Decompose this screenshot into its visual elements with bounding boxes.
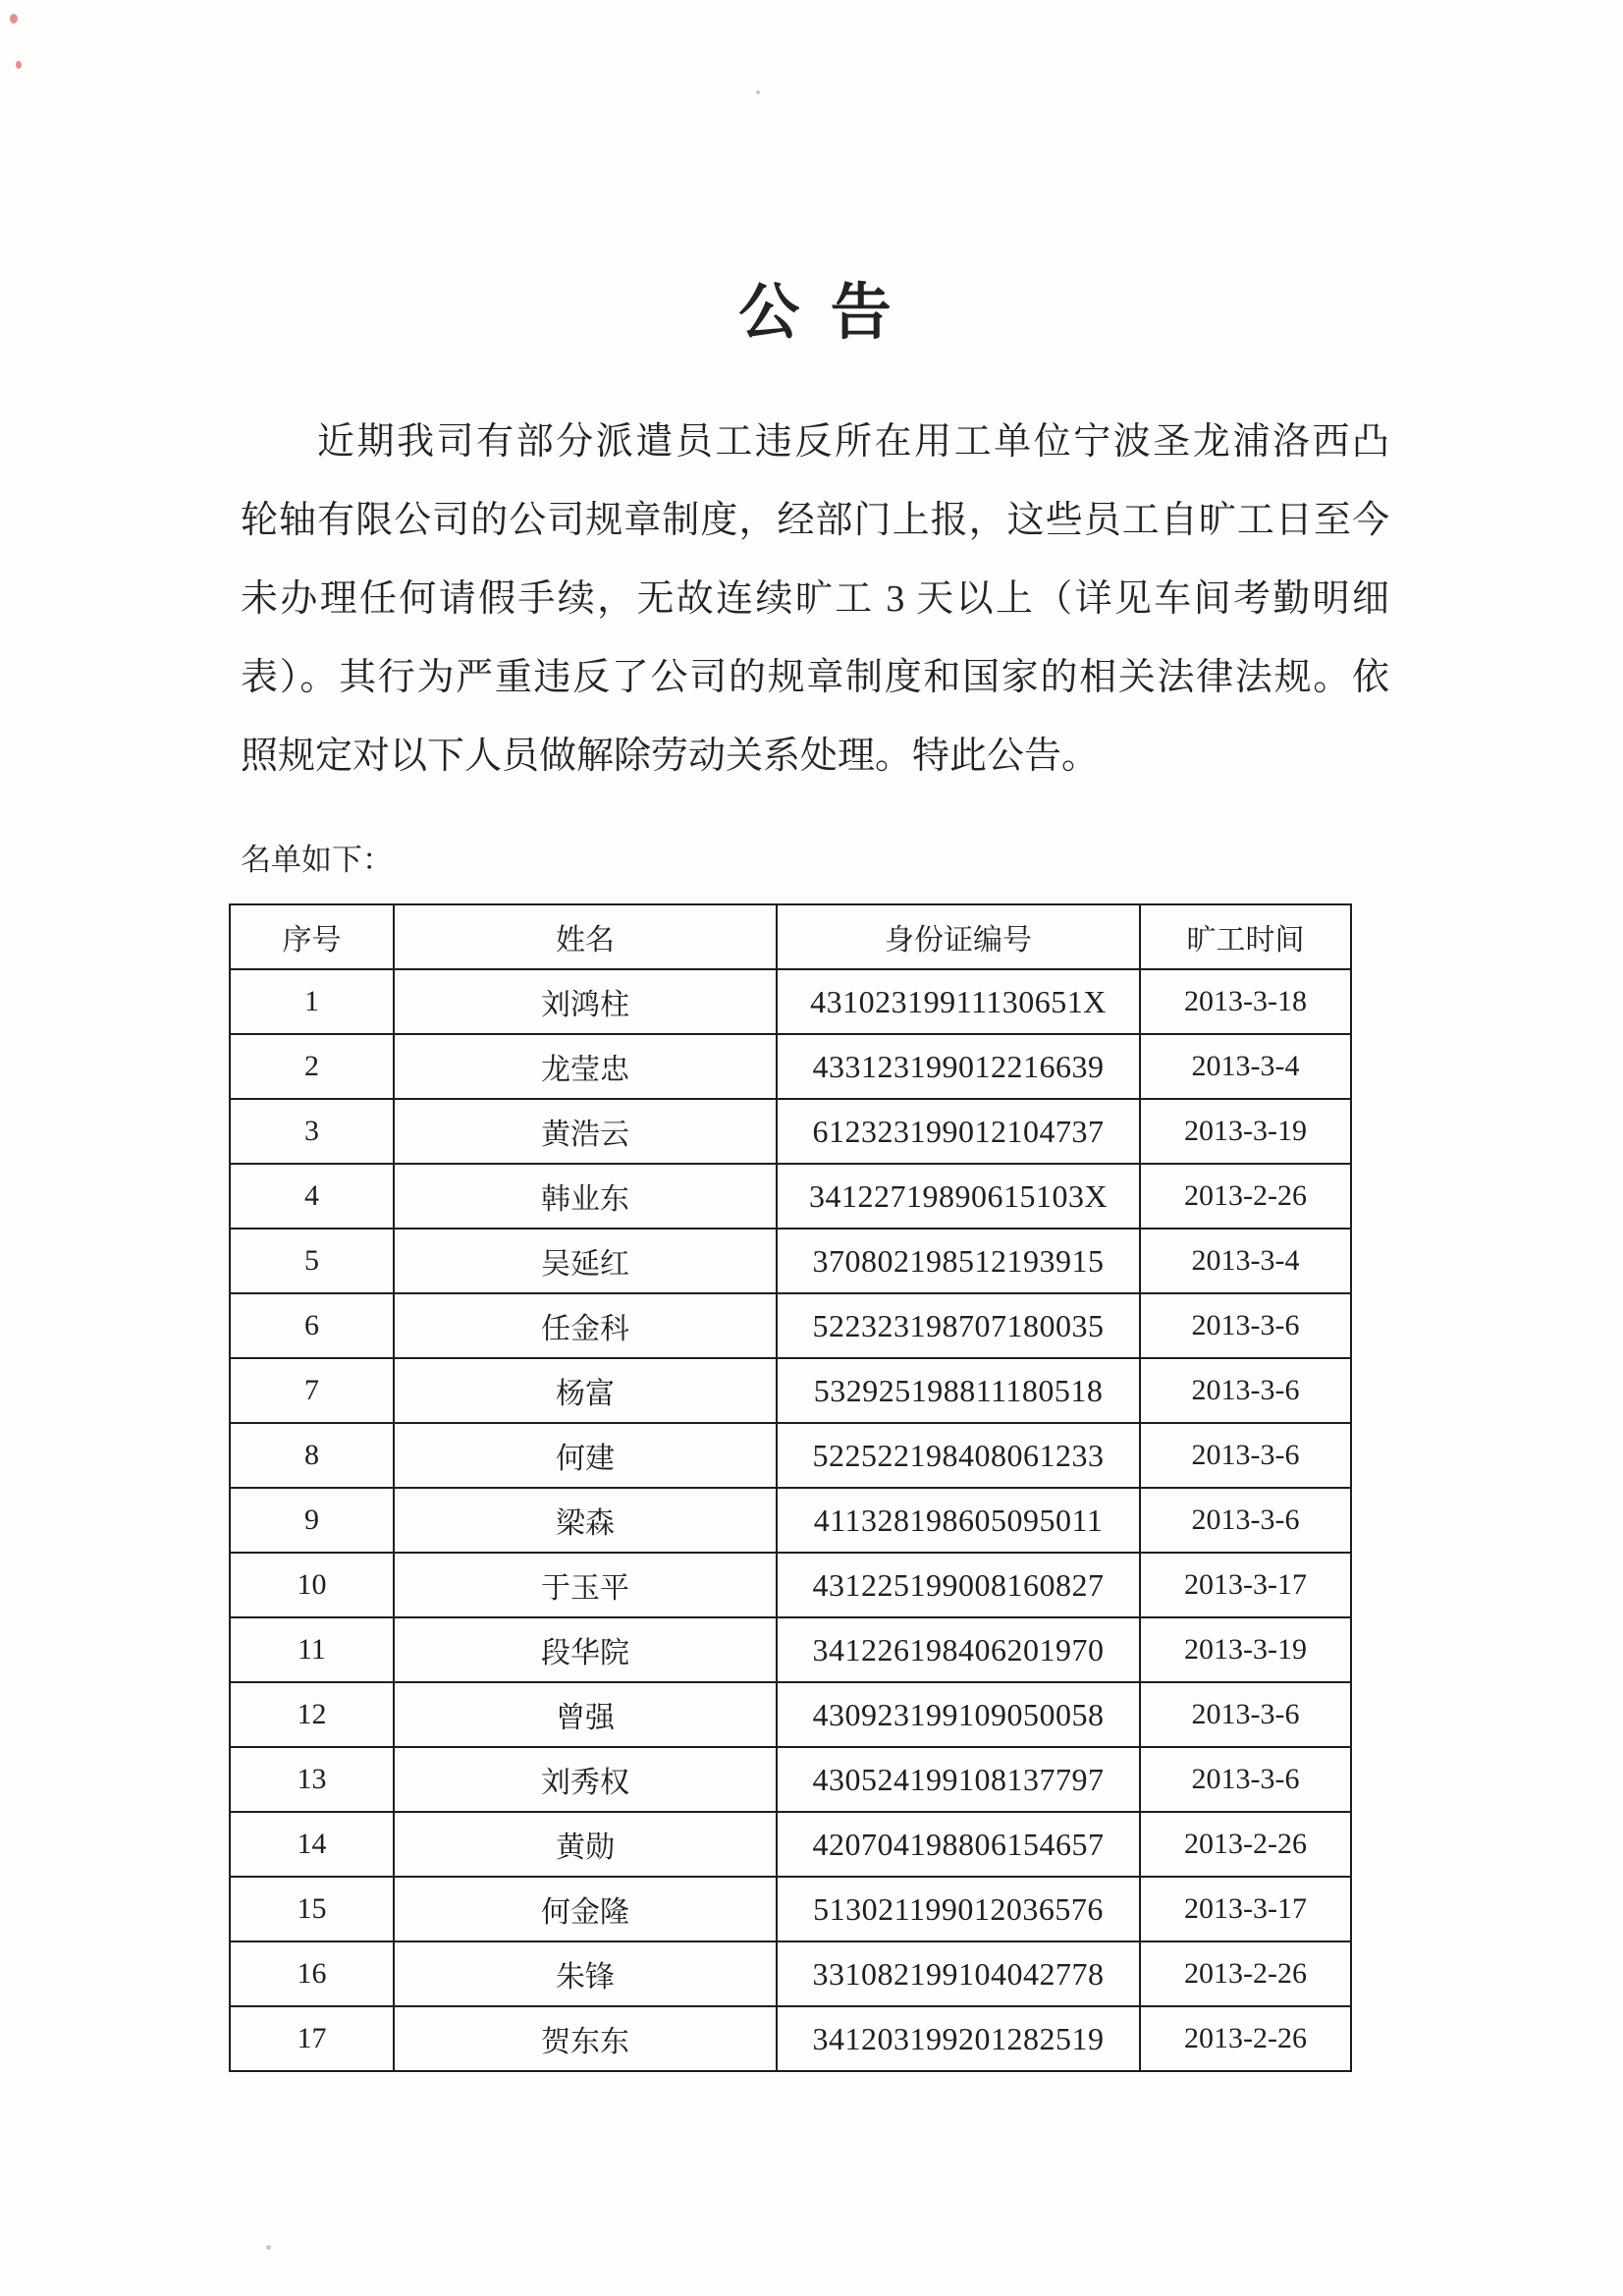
table-row	[230, 1358, 1351, 1423]
absence-date-cell: 2013-2-26	[1140, 1164, 1351, 1229]
absence-date-cell: 2013-2-26	[1140, 2006, 1351, 2071]
absence-date-cell: 2013-3-6	[1140, 1747, 1351, 1812]
employee-name-cell: 黄勋	[394, 1812, 777, 1877]
scan-artifact	[10, 14, 18, 24]
row-index-cell: 17	[230, 2006, 394, 2071]
table-row	[230, 1812, 1351, 1877]
announcement-paragraph	[241, 403, 1389, 795]
row-index-cell: 6	[230, 1293, 394, 1358]
table-row	[230, 1099, 1351, 1164]
employee-name-cell: 贺东东	[394, 2006, 777, 2071]
employee-name-cell: 任金科	[394, 1293, 777, 1358]
table-row	[230, 1164, 1351, 1229]
dismissal-roster-table	[229, 903, 1352, 2072]
paragraph-line: 未办理任何请假手续，无故连续旷工 3 天以上（详见车间考勤明细	[241, 578, 1389, 620]
table-row	[230, 1553, 1351, 1617]
id-number-cell: 612323199012104737	[777, 1099, 1140, 1164]
employee-name-cell: 刘秀权	[394, 1747, 777, 1812]
table-row	[230, 969, 1351, 1034]
id-number-cell: 341203199201282519	[777, 2006, 1140, 2071]
row-index-cell: 4	[230, 1164, 394, 1229]
paragraph-line: 近期我司有部分派遣员工违反所在用工单位宁波圣龙浦洛西凸	[317, 421, 1389, 463]
row-index-cell: 15	[230, 1877, 394, 1941]
absence-date-cell: 2013-3-18	[1140, 969, 1351, 1034]
table-header-row	[230, 904, 1351, 969]
id-number-cell: 420704198806154657	[777, 1812, 1140, 1877]
id-number-cell: 513021199012036576	[777, 1877, 1140, 1941]
id-number-cell: 532925198811180518	[777, 1358, 1140, 1423]
page-title: 公 告	[738, 280, 892, 347]
employee-name-cell: 段华院	[394, 1617, 777, 1682]
absence-date-cell: 2013-3-4	[1140, 1034, 1351, 1099]
paragraph-line: 轮轴有限公司的公司规章制度，经部门上报，这些员工自旷工日至今	[241, 500, 1389, 541]
row-index-cell: 1	[230, 969, 394, 1034]
id-number-cell: 411328198605095011	[777, 1488, 1140, 1553]
row-index-cell: 11	[230, 1617, 394, 1682]
table-row	[230, 1877, 1351, 1941]
table-row	[230, 1682, 1351, 1747]
row-index-cell: 9	[230, 1488, 394, 1553]
employee-name-cell: 于玉平	[394, 1553, 777, 1617]
id-number-cell: 430923199109050058	[777, 1682, 1140, 1747]
table-row	[230, 1293, 1351, 1358]
column-header-index: 序号	[230, 904, 394, 969]
employee-name-cell: 何金隆	[394, 1877, 777, 1941]
absence-date-cell: 2013-3-6	[1140, 1423, 1351, 1488]
absence-date-cell: 2013-3-19	[1140, 1617, 1351, 1682]
paragraph-line: 表）。其行为严重违反了公司的规章制度和国家的相关法律法规。依	[241, 657, 1389, 698]
column-header-name: 姓名	[394, 904, 777, 969]
row-index-cell: 7	[230, 1358, 394, 1423]
employee-name-cell: 梁森	[394, 1488, 777, 1553]
employee-name-cell: 曾强	[394, 1682, 777, 1747]
employee-name-cell: 吴延红	[394, 1229, 777, 1293]
table-row	[230, 2006, 1351, 2071]
id-number-cell: 433123199012216639	[777, 1034, 1140, 1099]
absence-date-cell: 2013-3-17	[1140, 1877, 1351, 1941]
scan-artifact	[266, 2245, 271, 2250]
table-row	[230, 1617, 1351, 1682]
id-number-cell: 370802198512193915	[777, 1229, 1140, 1293]
scan-artifact	[756, 90, 760, 94]
employee-name-cell: 朱锋	[394, 1941, 777, 2006]
row-index-cell: 5	[230, 1229, 394, 1293]
employee-name-cell: 韩业东	[394, 1164, 777, 1229]
employee-name-cell: 龙莹忠	[394, 1034, 777, 1099]
id-number-cell: 331082199104042778	[777, 1941, 1140, 2006]
table-row	[230, 1941, 1351, 2006]
table-row	[230, 1747, 1351, 1812]
id-number-cell: 34122719890615103X	[777, 1164, 1140, 1229]
row-index-cell: 10	[230, 1553, 394, 1617]
employee-name-cell: 何建	[394, 1423, 777, 1488]
id-number-cell: 522323198707180035	[777, 1293, 1140, 1358]
employee-name-cell: 刘鸿柱	[394, 969, 777, 1034]
column-header-absence-date: 旷工时间	[1140, 904, 1351, 969]
row-index-cell: 14	[230, 1812, 394, 1877]
row-index-cell: 2	[230, 1034, 394, 1099]
absence-date-cell: 2013-3-4	[1140, 1229, 1351, 1293]
absence-date-cell: 2013-3-6	[1140, 1488, 1351, 1553]
table-row	[230, 1229, 1351, 1293]
row-index-cell: 12	[230, 1682, 394, 1747]
absence-date-cell: 2013-3-19	[1140, 1099, 1351, 1164]
row-index-cell: 3	[230, 1099, 394, 1164]
employee-name-cell: 杨富	[394, 1358, 777, 1423]
row-index-cell: 13	[230, 1747, 394, 1812]
absence-date-cell: 2013-2-26	[1140, 1941, 1351, 2006]
absence-date-cell: 2013-3-6	[1140, 1293, 1351, 1358]
id-number-cell: 341226198406201970	[777, 1617, 1140, 1682]
table-row	[230, 1034, 1351, 1099]
table-row	[230, 1488, 1351, 1553]
table-row	[230, 1423, 1351, 1488]
paragraph-line: 照规定对以下人员做解除劳动关系处理。特此公告。	[241, 736, 1100, 777]
id-number-cell: 430524199108137797	[777, 1747, 1140, 1812]
employee-name-cell: 黄浩云	[394, 1099, 777, 1164]
absence-date-cell: 2013-3-6	[1140, 1358, 1351, 1423]
absence-date-cell: 2013-2-26	[1140, 1812, 1351, 1877]
column-header-id-number: 身份证编号	[777, 904, 1140, 969]
id-number-cell: 522522198408061233	[777, 1423, 1140, 1488]
row-index-cell: 8	[230, 1423, 394, 1488]
row-index-cell: 16	[230, 1941, 394, 2006]
id-number-cell: 431225199008160827	[777, 1553, 1140, 1617]
list-intro-label: 名单如下：	[241, 843, 393, 877]
absence-date-cell: 2013-3-6	[1140, 1682, 1351, 1747]
absence-date-cell: 2013-3-17	[1140, 1553, 1351, 1617]
id-number-cell: 43102319911130651X	[777, 969, 1140, 1034]
scan-artifact	[16, 61, 22, 69]
